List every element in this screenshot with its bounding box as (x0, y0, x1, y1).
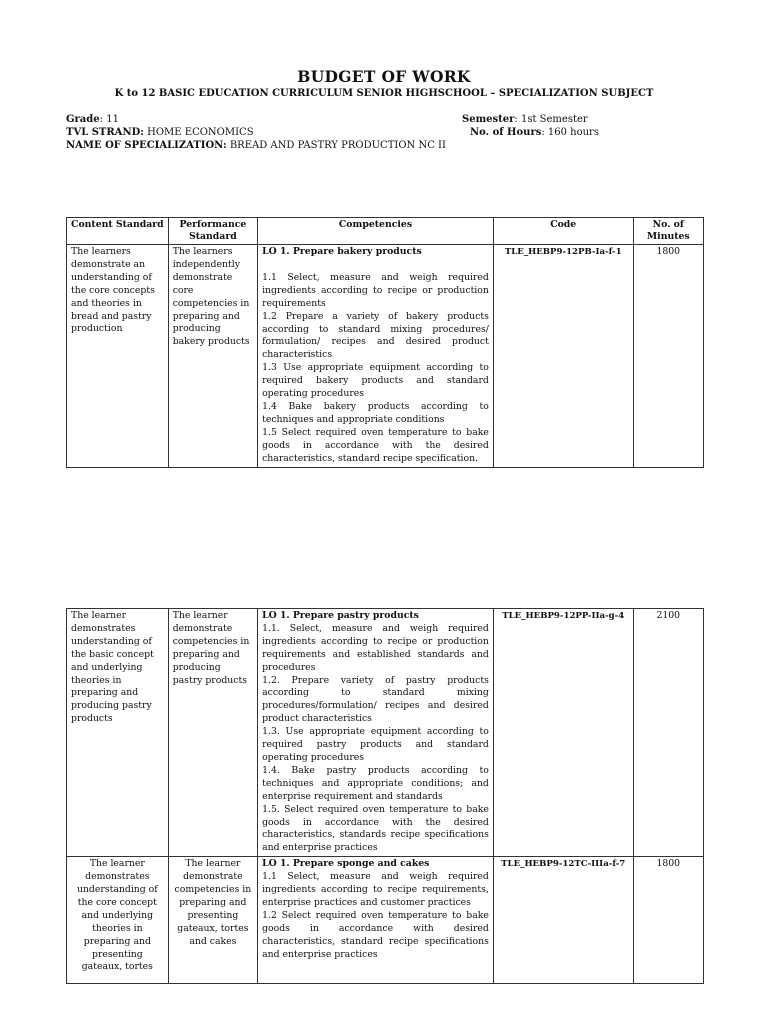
specialization-line (66, 139, 446, 152)
competency-item: 1.1. Select, measure and weigh required ingredients according to recipe or production requirements and established standards and procedures (262, 622, 489, 673)
content-standard-text: The learner demonstrates understanding of the core concept and underlying theories in preparing and presenting gateaux, tortes (76, 858, 158, 973)
table-row (67, 245, 704, 468)
grade-value: : 11 (99, 114, 119, 125)
content-standard-cell: The learners demonstrate an understanding of the core concepts and theories in bread and pastry production (67, 245, 169, 468)
grade-line (66, 113, 119, 126)
specialization-label: NAME OF SPECIALIZATION: (66, 140, 227, 151)
code-cell: TLE_HEBP9-12PP-IIa-g-4 (493, 609, 633, 857)
hours-label: No. of Hours (470, 127, 542, 138)
header-competencies: Competencies (258, 218, 494, 245)
minutes-cell: 1800 (633, 245, 703, 468)
table-header-row (67, 218, 704, 245)
competency-item: 1.2 Select required oven temperature to bake goods in accordance with desired characteristics, standard recipe specifications and enterprise practices (262, 909, 489, 960)
competencies-cell (258, 245, 494, 468)
strand-label: TVL STRAND: (66, 127, 144, 138)
minutes-cell: 1800 (633, 857, 703, 984)
competency-item: 1.1 Select, measure and weigh required ingredients according to recipe requirements, enterprise practices and customer practices (262, 871, 489, 908)
competencies-cell (258, 857, 494, 984)
competency-item: 1.4 Bake bakery products according to techniques and appropriate conditions (262, 400, 489, 425)
hours-value: : 160 hours (541, 127, 599, 138)
content-standard-cell: The learner demonstrates understanding of the basic concept and underlying theories in preparing and producing pastry products (67, 609, 169, 857)
competency-item: 1.4. Bake pastry products according to techniques and appropriate conditions; and enterprise requirement and standards (262, 764, 489, 802)
header-performance-standard: Performance Standard (168, 218, 257, 245)
competency-item: 1.3. Use appropriate equipment according to required pastry products and standard operating procedures (262, 726, 489, 763)
semester-line (462, 113, 588, 126)
strand-line (66, 126, 254, 139)
competency-item: 1.2. Prepare variety of pastry products according to standard mixing procedures/formulation/ recipes and desired product characteristics (262, 674, 489, 725)
table-row (67, 857, 704, 984)
competency-item: 1.1 Select, measure and weigh required ingredients according to recipe or production requirements (262, 271, 489, 309)
hours-line (470, 126, 599, 139)
document-title: BUDGET OF WORK (297, 67, 471, 86)
header-minutes: No. of Minutes (633, 218, 703, 245)
content-standard-cell (67, 857, 169, 984)
performance-standard-cell: The learners independently demonstrate core competencies in preparing and producing bakery products (168, 245, 257, 468)
learning-outcome-title: LO 1. Prepare sponge and cakes (262, 858, 430, 870)
table-row (67, 609, 704, 857)
code-cell: TLE_HEBP9-12TC-IIIa-f-7 (493, 857, 633, 984)
header-code: Code (493, 218, 633, 245)
semester-label: Semester (462, 114, 515, 125)
minutes-cell: 2100 (633, 609, 703, 857)
performance-standard-cell: The learner demonstrate competencies in preparing and presenting gateaux, tortes and cakes (168, 857, 257, 984)
competency-item: 1.2 Prepare a variety of bakery products according to standard mixing procedures/ formulation/ recipes and desired product characteristics (262, 310, 489, 361)
budget-table-pastry (66, 608, 704, 984)
semester-value: : 1st Semester (514, 114, 588, 125)
header-content-standard: Content Standard (67, 218, 169, 245)
competency-item: 1.5. Select required oven temperature to bake goods in accordance with the desired characteristics, standards recipe specifications and enterprise practices (262, 803, 489, 854)
document-subtitle: K to 12 BASIC EDUCATION CURRICULUM SENIOR HIGHSCHOOL – SPECIALIZATION SUBJECT (114, 88, 654, 99)
learning-outcome-title: LO 1. Prepare pastry products (262, 610, 419, 621)
competency-item: 1.3 Use appropriate equipment according to required bakery products and standard operating procedures (262, 362, 489, 400)
grade-label: Grade (66, 114, 100, 125)
code-cell: TLE_HEBP9-12PB-Ia-f-1 (493, 245, 633, 468)
competencies-cell (258, 609, 494, 857)
learning-outcome-title: LO 1. Prepare bakery products (262, 246, 422, 257)
specialization-value: BREAD AND PASTRY PRODUCTION NC II (226, 140, 446, 151)
budget-table-bakery (66, 217, 704, 468)
performance-standard-cell: The learner demonstrate competencies in preparing and producing pastry products (168, 609, 257, 857)
competency-item: 1.5 Select required oven temperature to bake goods in accordance with the desired characteristics, standard recipe specification. (262, 426, 489, 464)
strand-value: HOME ECONOMICS (143, 127, 254, 138)
